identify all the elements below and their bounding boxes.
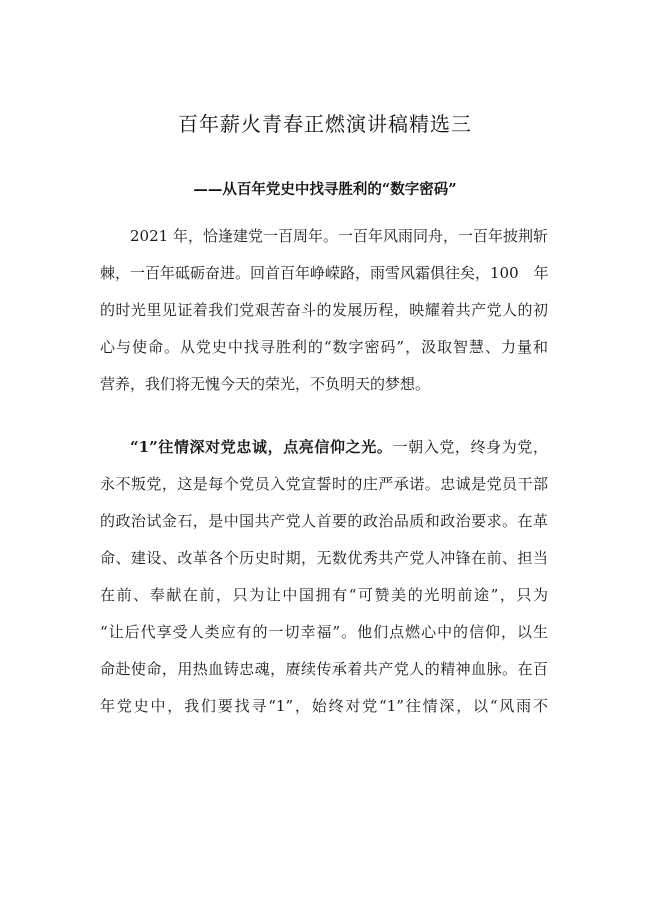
paragraph-2-line-2: 永不叛党，这是每个党员入党宣誓时的庄严承诺。忠诚是党员干部 xyxy=(100,475,548,493)
paragraph-1-line-4: 心与使命。从党史中找寻胜利的“数字密码”，汲取智慧、力量和 xyxy=(100,338,548,356)
paragraph-1-line-3: 的时光里见证着我们党艰苦奋斗的发展历程，映耀着共产党人的初 xyxy=(100,301,548,319)
paragraph-2-line-1-rest: 一朝入党，终身为党， xyxy=(392,438,548,456)
document-subtitle: ——从百年党史中找寻胜利的“数字密码” xyxy=(193,181,457,198)
paragraph-2-line-5: 在前、奉献在前，只为让中国拥有“可赞美的光明前途”，只为 xyxy=(100,586,548,604)
paragraph-1-line-2: 棘，一百年砥砺奋进。回首百年峥嵘路，雨雪风霜俱往矣，100 年 xyxy=(100,264,549,282)
paragraph-2-heading: “1”往情深对党忠诚，点亮信仰之光。 xyxy=(130,438,393,456)
paragraph-2-line-8: 年党史中，我们要找寻“1”，始终对党“1”往情深，以“风雨不 xyxy=(100,697,548,715)
paragraph-2-line-6: “让后代享受人类应有的一切幸福”。他们点燃心中的信仰，以生 xyxy=(100,623,548,641)
paragraph-2-line-1 xyxy=(130,437,548,457)
paragraph-2-line-3: 的政治试金石，是中国共产党人首要的政治品质和政治要求。在革 xyxy=(100,512,548,530)
paragraph-2-line-7: 命赴使命，用热血铸忠魂，赓续传承着共产党人的精神血脉。在百 xyxy=(100,660,548,678)
paragraph-2-line-4: 命、建设、改革各个历史时期，无数优秀共产党人冲锋在前、担当 xyxy=(100,549,548,567)
document-title: 百年薪火青春正燃演讲稿精选三 xyxy=(178,112,472,136)
paragraph-1-line-5: 营养，我们将无愧今天的荣光，不负明天的梦想。 xyxy=(100,375,431,393)
paragraph-1-line-1: 2021 年，恰逢建党一百周年。一百年风雨同舟，一百年披荆斩 xyxy=(130,227,548,245)
